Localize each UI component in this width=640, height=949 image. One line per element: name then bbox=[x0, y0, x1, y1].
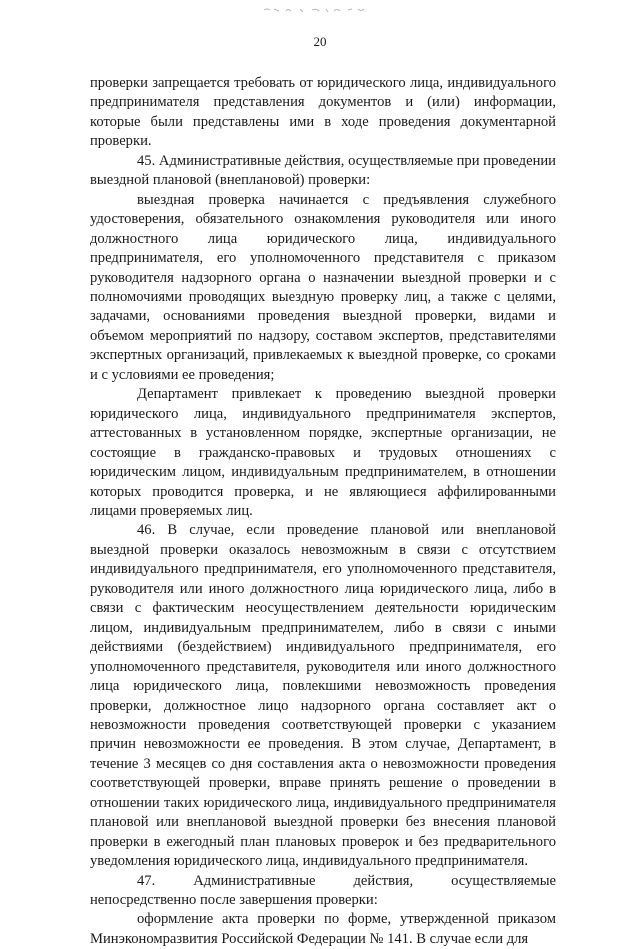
paragraph-item-45: 45. Административные действия, осуществляемые при проведении выездной плановой (внеплановой) проверки: bbox=[90, 152, 556, 189]
paragraph-item-46: 46. В случае, если проведение плановой или внеплановой выездной проверки оказалось невозможным в связи с отсутствием индивидуального предпринимателя, его уполномоченного представителя, руководителя или иного должностного лица юридического лица, либо в связи с фактическим неосуществлением деятельности юридическим лицом, индивидуальным предпринимателем, либо в связи с иными действиями (бездействием) индивидуального предпринимателя, его уполномоченного представителя, руководителя или иного должностного лица юридического лица, повлекшими невозможность проведения проверки, должностное лицо надзорного органа составляет акт о невозможности проведения соответствующей проверки с указанием причин невозможности ее проведения. В этом случае, Департамент, в течение 3 месяцев со дня составления акта о невозможности проведения соответствующей проверки, вправе принять решение о проведении в отношении таких юридического лица, индивидуального предпринимателя плановой или внеплановой выездной проверки без внесения плановой проверки в ежегодный план плановых проверок и без предварительного уведомления юридического лица, индивидуального предпринимателя. bbox=[90, 522, 556, 870]
paragraph-act-form: оформление акта проверки по форме, утвержденной приказом Минэкономразвития Российской Федерации № 141. В случае если для bbox=[90, 911, 556, 947]
paragraph-item-47: 47. Административные действия, осуществляемые непосредственно после завершения проверки: bbox=[90, 872, 556, 909]
paragraph-continuation: проверки запрещается требовать от юридического лица, индивидуального предпринимателя представления документов и (или) информации, которые были представлены ими в ходе проведения документарной проверки. bbox=[90, 75, 556, 150]
scan-artifact-mark bbox=[262, 6, 372, 14]
paragraph-onsite-inspection-start: выездная проверка начинается с предъявления служебного удостоверения, обязательного ознакомления руководителя или иного должностного лица юридического лица, индивидуального предпринимателя, его уполномоченного представителя с приказом руководителя надзорного органа о назначении выездной проверки и с полномочиями проводящих выездную проверку лиц, а также с целями, задачами, основаниями проведения выездной проверки, видами и объемом мероприятий по надзору, составом экспертов, представителями экспертных организаций, привлекаемых к выездной проверке, со сроками и с условиями ее проведения; bbox=[90, 191, 556, 383]
body-text bbox=[90, 74, 556, 949]
page-number: 20 bbox=[313, 34, 327, 49]
paragraph-department-experts: Департамент привлекает к проведению выездной проверки юридического лица, индивидуального предпринимателя экспертов, аттестованных в установленном порядке, экспертные организации, не состоящие в гражданско-правовых и трудовых отношениях с юридическим лицом, индивидуальным предпринимателем, в отношении которых проводится проверка, и не являющиеся аффилированными лицами проверяемых лиц. bbox=[90, 386, 556, 519]
